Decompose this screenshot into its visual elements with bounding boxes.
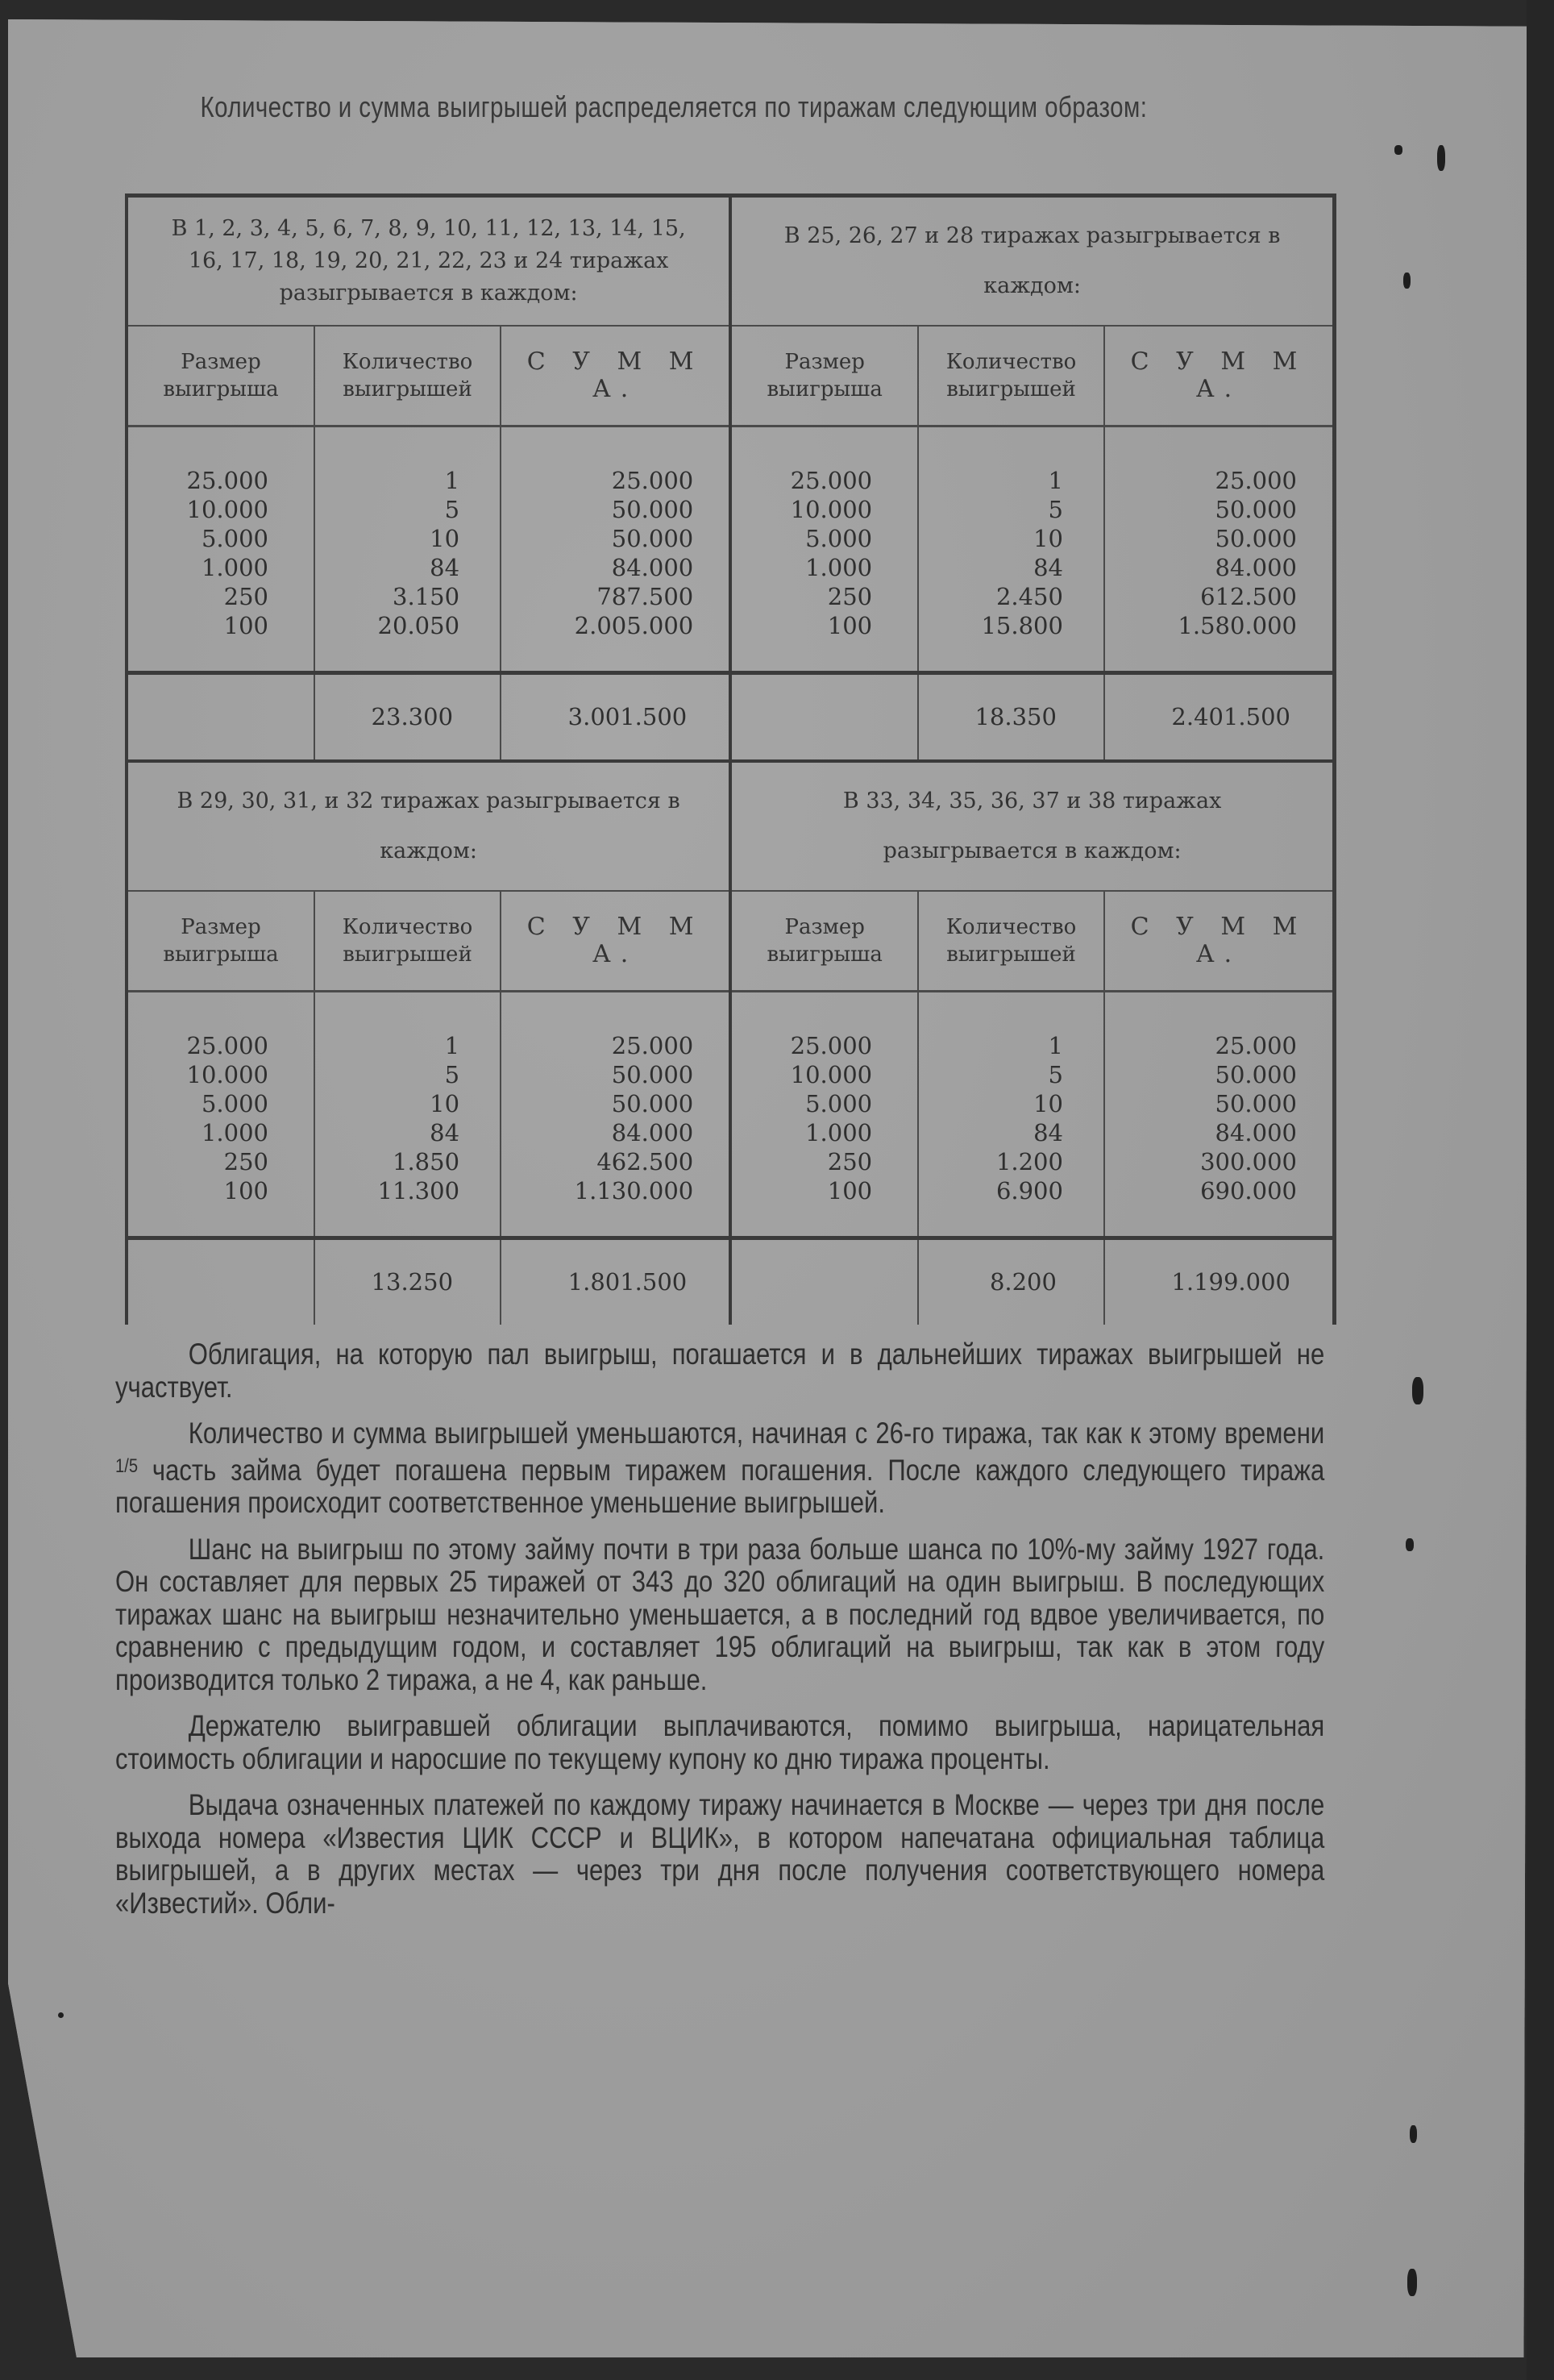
sum-column [501,426,729,673]
total-sum: 1.801.500 [567,1268,688,1296]
cell-count: 1 [444,1032,460,1059]
cell-sum: 1.580.000 [1178,612,1297,639]
cell-count: 84 [1033,554,1063,581]
sum-column [501,992,729,1238]
column-header-count: Количество выигрышей [314,892,501,992]
column-header-size: Размер выигрыша [128,892,314,992]
column-header-count: Количество выигрышей [314,327,501,426]
cell-sum: 1.130.000 [574,1177,694,1205]
cell-size: 250 [223,1148,269,1175]
column-header-sum: С У М М А. [501,327,729,426]
paragraph-payout: Держателю выигравшей облигации выплачиваются, помимо выигрыша, нарицательная стоимость облигации и наросшие по текущему купону ко дню тиража проценты. [115,1709,1325,1775]
count-column [314,426,501,673]
cell-size: 100 [223,1177,269,1205]
total-sum: 3.001.500 [567,703,688,730]
table-row-total [128,673,729,760]
column-header-size: Размер выигрыша [732,327,918,426]
cell-count: 1 [1048,467,1063,494]
cell-sum: 25.000 [1215,467,1297,494]
column-header-count: Количество выигрышей [918,892,1104,992]
paper-hole-mark [1394,145,1402,155]
cell-size: 1.000 [805,1119,873,1146]
total-sum: 2.401.500 [1171,703,1290,730]
cell-size: 10.000 [186,1061,269,1088]
paragraph-reduction [115,1417,1324,1520]
cell-sum: 462.500 [596,1148,694,1175]
cell-sum: 50.000 [611,1090,694,1117]
draw-table-values [732,892,1332,1325]
fraction-one-fifth: 1/5 [115,1454,139,1477]
total-count: 13.250 [314,1238,501,1325]
draw-table-heading: В 1, 2, 3, 4, 5, 6, 7, 8, 9, 10, 11, 12, 13, 14, 15, 16, 17, 18, 19, 20, 21, 22, 23 и 24 тиражах разыгрывается в каждом: [128,198,729,327]
cell-count: 1.850 [393,1148,460,1175]
table-row-total [732,673,1332,760]
cell-count: 2.450 [995,583,1063,610]
cell-size: 1.000 [201,1119,269,1146]
cell-size: 100 [223,612,269,639]
cell-sum: 25.000 [611,1032,694,1059]
cell-count: 15.800 [981,612,1063,639]
cell-size: 1.000 [201,554,269,581]
count-column [314,992,501,1238]
draw-table-heading: В 33, 34, 35, 36, 37 и 38 тиражах разыгрывается в каждом: [732,763,1332,892]
size-column [128,426,314,673]
body-text [115,1338,1324,1933]
total-empty-cell [732,1238,918,1325]
cell-size: 10.000 [186,496,269,523]
paper-hole-mark [1410,2125,1417,2143]
table-row-total [732,1238,1332,1325]
cell-count: 3.150 [393,583,460,610]
cell-sum: 84.000 [611,1119,694,1146]
cell-size: 10.000 [790,496,873,523]
cell-size: 25.000 [790,1032,873,1059]
cell-count: 5 [444,496,460,523]
cell-count: 10 [1033,525,1063,552]
cell-sum: 25.000 [1215,1032,1297,1059]
cell-sum: 84.000 [1215,1119,1297,1146]
count-column [918,426,1104,673]
cell-count: 84 [430,554,460,581]
paper-hole-mark [1403,273,1411,289]
cell-count: 5 [444,1061,460,1088]
cell-size: 5.000 [201,525,269,552]
cell-size: 5.000 [805,525,873,552]
paper-hole-mark [1407,2269,1417,2296]
cell-count: 5 [1048,496,1063,523]
draw-table-25-28 [730,196,1334,762]
cell-size: 25.000 [186,467,269,494]
paper-hole-mark [1406,1538,1414,1551]
cell-sum: 25.000 [611,467,694,494]
total-empty-cell [128,1238,314,1325]
column-header-sum: С У М М А. [1104,327,1332,426]
cell-size: 100 [827,612,873,639]
size-column [128,992,314,1238]
column-header-size: Размер выигрыша [128,327,314,426]
cell-count: 1 [1048,1032,1063,1059]
column-header-sum: С У М М А. [1104,892,1332,992]
total-empty-cell [732,673,918,760]
paragraph-chance: Шанс на выигрыш по этому займу почти в три раза больше шанса по 10%-му займу 1927 года. Он составляет для первых 25 тиражей от 343 до 320 облигаций на один выигрыш. В последующих тиражах шанс на выигрыш незначительно уменьшается, а в последний год вдвое увеличивается, по сравнению с предыдущим годом, и составляет 195 облигаций на выигрыш, так как в этом году производится только 2 тиража, а не 4, как раньше. [115,1532,1325,1696]
draw-table-1-24 [127,196,730,762]
cell-count: 20.050 [377,612,460,639]
cell-sum: 2.005.000 [574,612,694,639]
table-row-values [732,992,1332,1238]
total-count: 23.300 [314,673,501,760]
total-count: 8.200 [918,1238,1104,1325]
cell-count: 5 [1048,1061,1063,1088]
size-column [732,992,918,1238]
cell-size: 250 [223,583,269,610]
cell-sum: 84.000 [1215,554,1297,581]
paragraph-bond-redeemed: Облигация, на которую пал выигрыш, погашается и в дальнейших тиражах выигрышей не участвует. [115,1338,1325,1404]
cell-sum: 787.500 [596,583,694,610]
total-count: 18.350 [918,673,1104,760]
cell-sum: 50.000 [611,525,694,552]
table-row-values [732,426,1332,673]
cell-sum: 50.000 [611,1061,694,1088]
cell-count: 10 [430,525,460,552]
column-header-sum: С У М М А. [501,892,729,992]
cell-size: 10.000 [790,1061,873,1088]
cell-count: 11.300 [377,1177,460,1205]
sum-column [1104,992,1332,1238]
size-column [732,426,918,673]
cell-size: 25.000 [790,467,873,494]
paper-dot-mark [58,2012,64,2018]
cell-size: 25.000 [186,1032,269,1059]
cell-count: 1 [444,467,460,494]
paper-hole-mark [1412,1377,1423,1404]
total-sum: 1.199.000 [1171,1268,1290,1296]
column-header-size: Размер выигрыша [732,892,918,992]
sum-column [1104,426,1332,673]
cell-size: 250 [827,1148,873,1175]
column-header-count: Количество выигрышей [918,327,1104,426]
paper-hole-mark [1437,145,1445,171]
draw-table-values [128,892,729,1325]
scan-border [1527,0,1554,2380]
intro-paragraph: Количество и сумма выигрышей распределяется по тиражам следующим образом: [200,90,1148,123]
paragraph-reduction-start: Количество и сумма выигрышей уменьшаются, начиная с 26-го тиража, так как к этому времени [188,1417,1325,1450]
intro-text [129,90,1148,124]
cell-sum: 690.000 [1200,1177,1297,1205]
cell-sum: 50.000 [1215,525,1297,552]
draw-table-values [128,327,729,759]
cell-size: 5.000 [805,1090,873,1117]
table-row-values [128,992,729,1238]
draw-table-values [732,327,1332,759]
draw-table-29-32 [127,761,730,1325]
cell-count: 1.200 [995,1148,1063,1175]
cell-sum: 84.000 [611,554,694,581]
cell-size: 250 [827,583,873,610]
draw-table-33-38 [730,761,1334,1325]
cell-size: 5.000 [201,1090,269,1117]
table-row-total [128,1238,729,1325]
paragraph-reduction-end: часть займа будет погашена первым тиражем погашения. После каждого следующего тиража погашения происходит соответственное уменьшение выигрышей. [115,1453,1325,1519]
cell-sum: 50.000 [611,496,694,523]
cell-size: 1.000 [805,554,873,581]
draw-table-heading: В 25, 26, 27 и 28 тиражах разыгрывается в каждом: [732,198,1332,327]
cell-count: 84 [430,1119,460,1146]
cell-count: 10 [1033,1090,1063,1117]
total-empty-cell [128,673,314,760]
table-row-values [128,426,729,673]
count-column [918,992,1104,1238]
cell-count: 84 [1033,1119,1063,1146]
winnings-distribution-table [125,193,1336,1325]
cell-count: 10 [430,1090,460,1117]
cell-sum: 300.000 [1200,1148,1297,1175]
cell-sum: 612.500 [1200,583,1297,610]
cell-count: 6.900 [995,1177,1063,1205]
cell-sum: 50.000 [1215,496,1297,523]
cell-sum: 50.000 [1215,1061,1297,1088]
cell-sum: 50.000 [1215,1090,1297,1117]
draw-table-heading: В 29, 30, 31, и 32 тиражах разыгрывается в каждом: [128,763,729,892]
paragraph-issuance: Выдача означенных платежей по каждому тиражу начинается в Москве — через три дня после выхода номера «Известия ЦИК СССР и ВЦИК», в котором напечатана официальная таблица выигрышей, а в других местах — через три дня после получения соответствующего номера «Известий». Обли- [115,1788,1325,1920]
cell-size: 100 [827,1177,873,1205]
